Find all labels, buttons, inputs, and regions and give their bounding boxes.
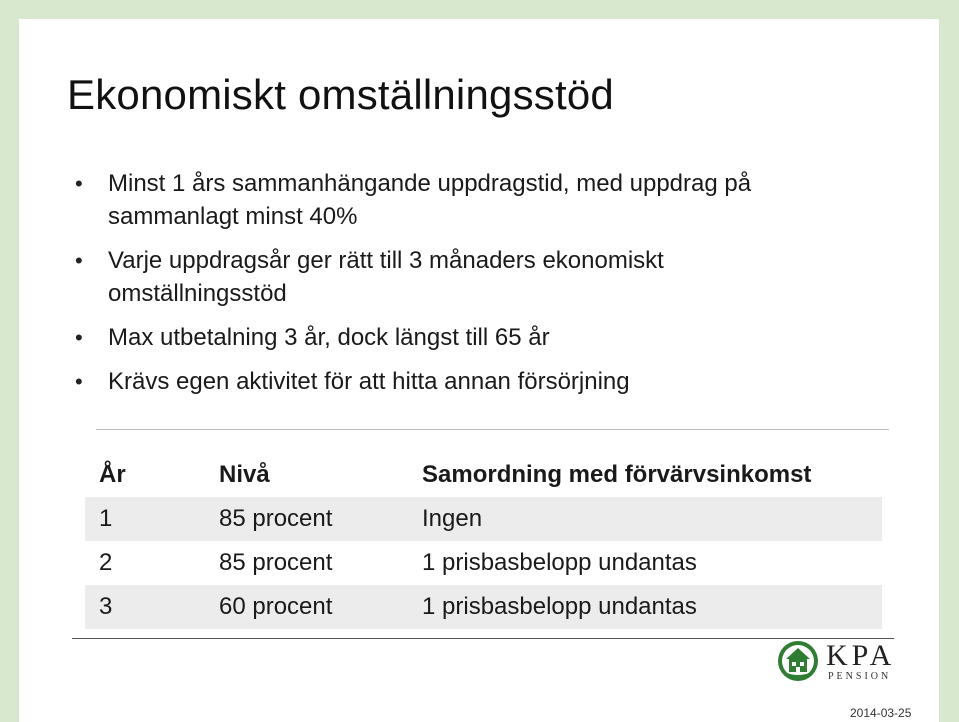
bullet-text: Varje uppdragsår ger rätt till 3 månaders ekonomiskt xyxy=(108,247,664,274)
bullet-dot-icon: • xyxy=(75,369,83,394)
bullet-item xyxy=(67,167,867,233)
table-top-rule xyxy=(96,429,889,430)
bullet-item xyxy=(67,321,867,354)
bullet-dot-icon: • xyxy=(75,325,83,350)
logo-wordmark: KPA xyxy=(826,639,896,672)
bullet-dot-icon: • xyxy=(75,171,83,196)
cell-year: 2 xyxy=(99,549,113,576)
bullet-text: Krävs egen aktivitet för att hitta annan försörjning xyxy=(108,368,630,395)
table-row xyxy=(85,585,882,629)
kpa-logo xyxy=(776,637,906,685)
cell-year: 3 xyxy=(99,593,113,620)
cell-level: 85 procent xyxy=(219,549,333,576)
cell-level: 60 procent xyxy=(219,593,333,620)
slide-title: Ekonomiskt omställningsstöd xyxy=(67,71,614,118)
slide xyxy=(19,19,939,722)
header-coordination: Samordning med förvärvsinkomst xyxy=(422,461,812,488)
table-row xyxy=(85,541,882,585)
table-row xyxy=(85,497,882,541)
cell-year: 1 xyxy=(99,505,113,532)
bullet-text-continued: sammanlagt minst 40% xyxy=(108,203,358,230)
bullet-item xyxy=(67,365,867,398)
bullet-dot-icon: • xyxy=(75,248,83,273)
header-level: Nivå xyxy=(219,461,270,488)
cell-coordination: 1 prisbasbelopp undantas xyxy=(422,593,697,620)
cell-level: 85 procent xyxy=(219,505,333,532)
bullet-text: Minst 1 års sammanhängande uppdragstid, med uppdrag på xyxy=(108,170,752,197)
cell-coordination: Ingen xyxy=(422,505,483,532)
logo-subtitle: PENSION xyxy=(828,671,892,682)
bullet-item xyxy=(67,244,867,310)
bullet-list xyxy=(67,167,867,409)
bullet-text: Max utbetalning 3 år, dock längst till 65 år xyxy=(108,324,550,351)
table-header-row xyxy=(85,453,882,497)
kpa-emblem-icon xyxy=(776,639,820,683)
table-bottom-rule xyxy=(72,638,894,639)
bullet-text-continued: omställningsstöd xyxy=(108,280,287,307)
cell-coordination: 1 prisbasbelopp undantas xyxy=(422,549,697,576)
footer-date: 2014-03-25 xyxy=(850,706,912,720)
header-year: År xyxy=(99,461,126,488)
